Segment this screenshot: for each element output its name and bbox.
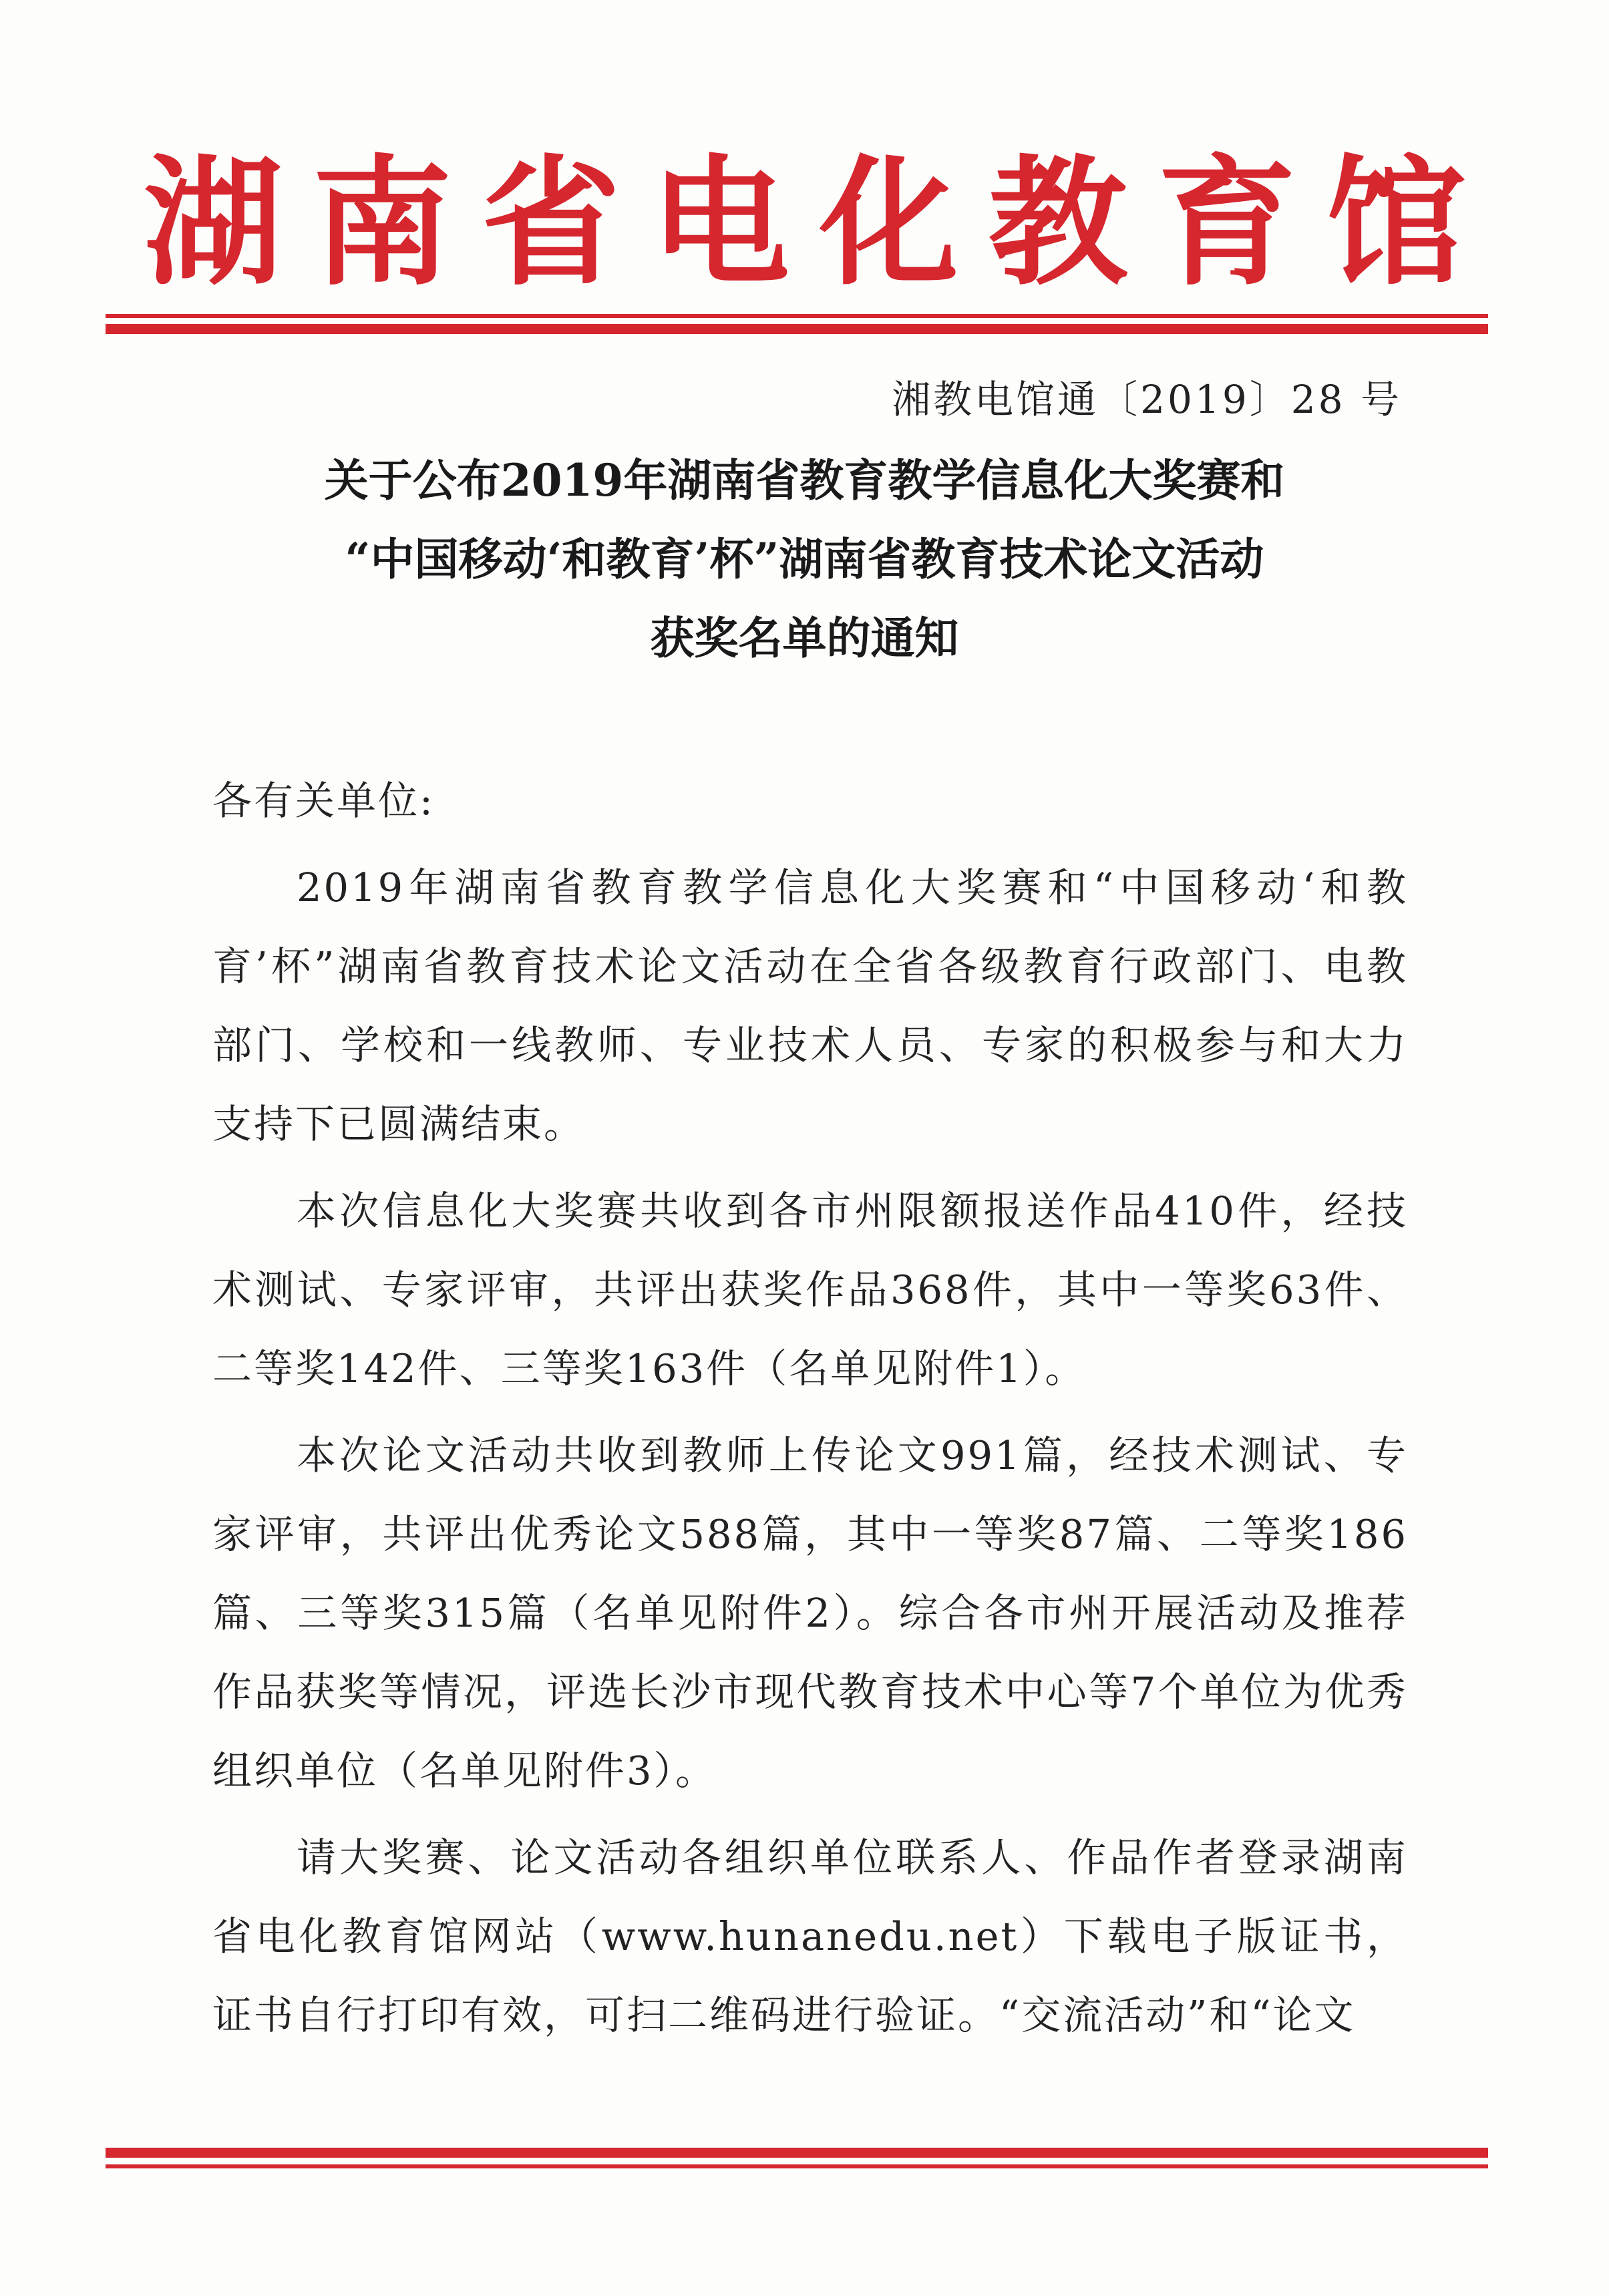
masthead-rule-thick — [106, 324, 1488, 334]
document-number: 湘教电馆通〔2019〕28 号 — [892, 377, 1402, 422]
document-title — [0, 441, 1609, 677]
document-body — [212, 762, 1408, 2055]
masthead-red-rule — [106, 314, 1488, 341]
body-paragraph-4: 请大奖赛、论文活动各组织单位联系人、作品作者登录湖南省电化教育馆网站（www.hunanedu.net）下载电子版证书，证书自行打印有效，可扫二维码进行验证。“交流活动”和“论文 — [212, 1834, 1408, 2038]
title-line-2: “中国移动‘和教育’杯”湖南省教育技术论文活动 — [345, 533, 1264, 585]
footer-red-rule — [106, 2148, 1488, 2174]
masthead-org-name: 湖南省电化教育馆 — [144, 143, 1495, 305]
body-paragraph-3: 本次论文活动共收到教师上传论文991篇，经技术测试、专家评审，共评出优秀论文588篇，其中一等奖87篇、二等奖186篇、三等奖315篇（名单见附件2）。综合各市州开展活动及推荐作品获奖等情况，评选长沙市现代教育技术中心等7个单位为优秀组织单位（名单见附件3）。 — [212, 1432, 1408, 1794]
title-line-3: 获奖名单的通知 — [650, 612, 959, 664]
footer-rule-thin — [106, 2164, 1488, 2168]
title-line-1: 关于公布2019年湖南省教育教学信息化大奖赛和 — [324, 454, 1285, 506]
body-paragraph-2: 本次信息化大奖赛共收到各市州限额报送作品410件，经技术测试、专家评审，共评出获奖作品368件，其中一等奖63件、二等奖142件、三等奖163件（名单见附件1）。 — [212, 1188, 1408, 1391]
masthead-rule-thin — [106, 314, 1488, 318]
body-paragraph-1: 2019年湖南省教育教学信息化大奖赛和“中国移动‘和教育’杯”湖南省教育技术论文活动在全省各级教育行政部门、电教部门、学校和一线教师、专业技术人员、专家的积极参与和大力支持下已圆满结束。 — [212, 864, 1408, 1147]
footer-rule-thick — [106, 2148, 1488, 2158]
salutation: 各有关单位: — [212, 778, 435, 824]
